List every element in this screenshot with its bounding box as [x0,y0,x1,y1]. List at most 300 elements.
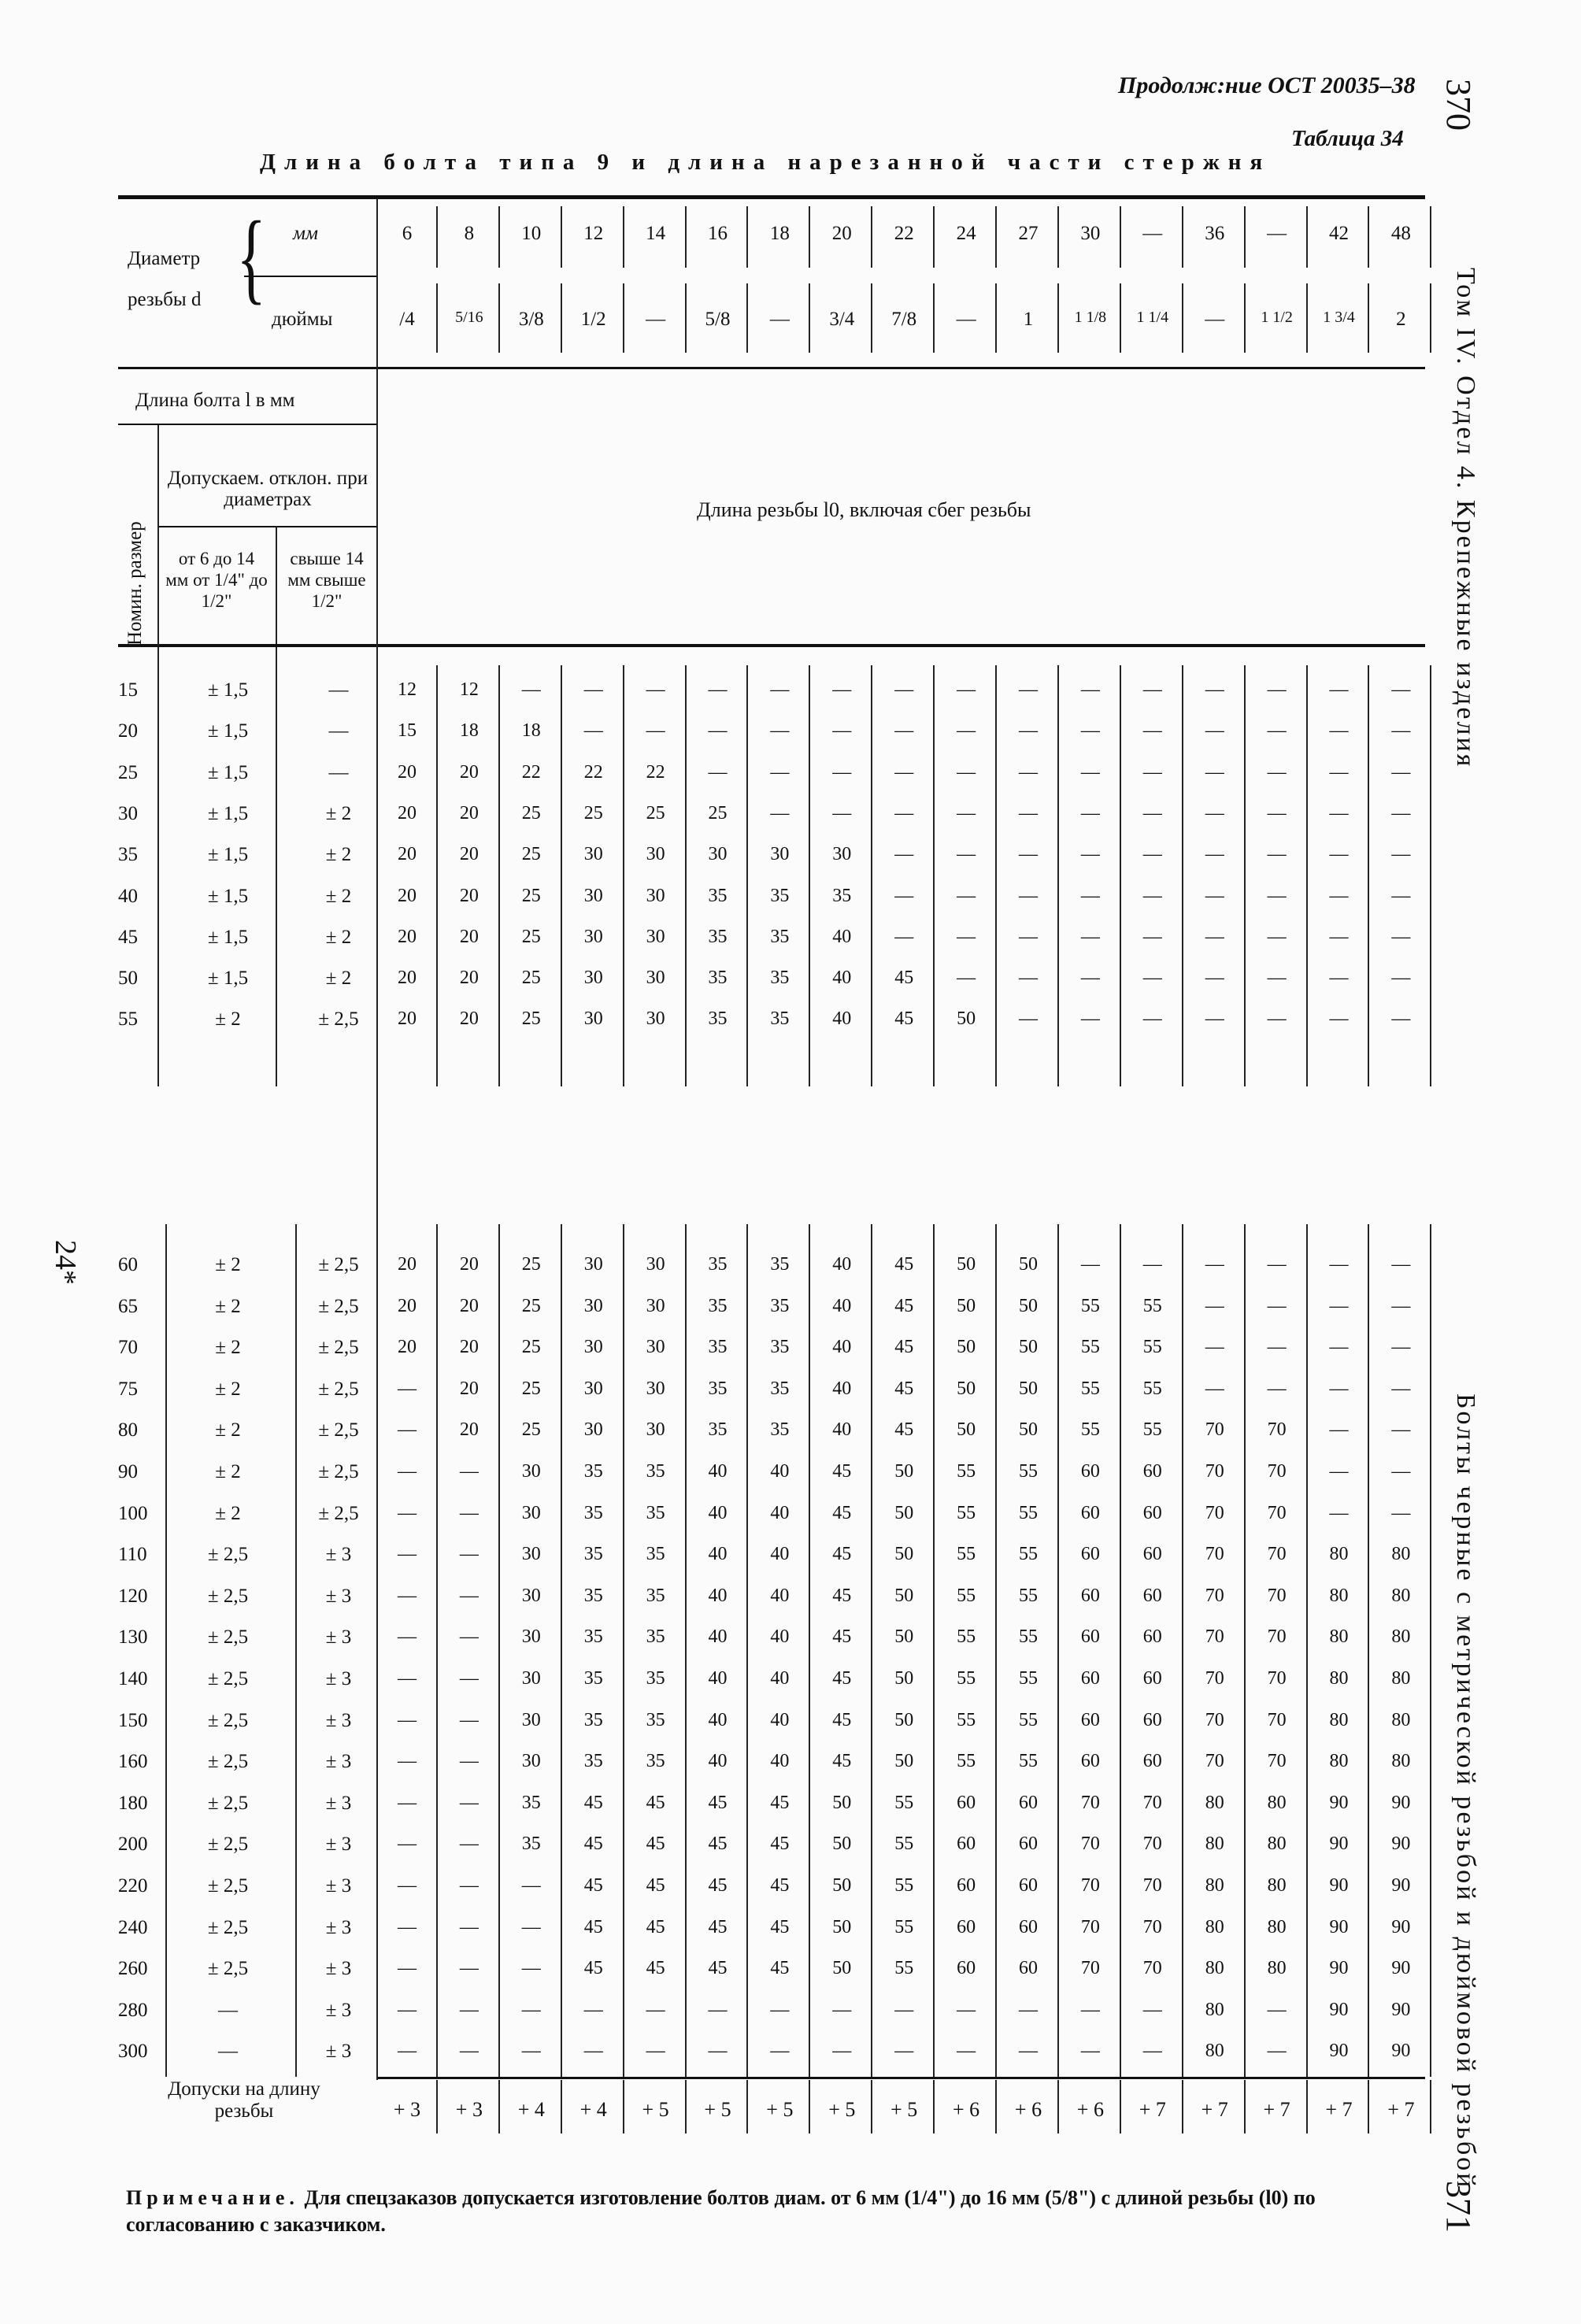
thread-length-cell: 35 [521,1792,541,1813]
thread-length-cell: 80 [1205,1958,1224,1979]
thread-length-cell: 30 [521,1751,541,1772]
thread-length-cell: — [459,1461,479,1482]
thread-length-cell: 80 [1205,1875,1224,1896]
thread-length-cell: 90 [1391,2041,1411,2062]
thread-length-cell: 50 [1019,1419,1038,1441]
thread-length-cell: — [1019,1999,1038,2020]
thread-length-cell: — [398,1544,417,1565]
thread-length-cell: 35 [583,1668,603,1689]
note-title: Примечание. [126,2186,299,2209]
tolerance-small-cell: ± 2,5 [207,1958,249,1980]
column-divider [1368,283,1369,353]
thread-length-cell: 15 [398,720,417,742]
tolerance-value-cell: + 4 [579,2098,607,2121]
column-divider [1182,665,1183,1086]
thread-length-cell: 40 [770,1626,790,1648]
thread-length-cell: 45 [646,1875,665,1896]
column-divider [623,665,624,1086]
thread-length-cell: 90 [1329,1875,1349,1896]
thread-length-cell: 20 [398,968,417,989]
thread-length-cell: 90 [1329,1792,1349,1813]
thread-length-cell: 40 [832,1337,852,1358]
thread-length-cell: 60 [1142,1544,1162,1565]
column-divider [746,1224,748,2077]
thread-length-cell: — [1080,926,1100,947]
thread-length-cell: 45 [770,1916,790,1937]
thread-length-cell: 45 [894,968,914,989]
thread-length-cell: — [894,761,914,783]
diameter-mm-cell: 36 [1205,223,1225,244]
thread-length-cell: 45 [770,1792,790,1813]
thread-length-cell: 30 [770,844,790,865]
thread-length-cell: 80 [1329,1626,1349,1648]
column-divider [933,665,935,1086]
column-divider [995,1224,997,2077]
thread-length-cell: — [957,720,976,742]
column-divider [1182,283,1183,353]
column-divider [746,206,748,268]
thread-length-cell: 20 [459,761,479,783]
thread-length-cell: — [1391,885,1411,906]
column-divider [1057,206,1059,268]
column-divider [995,206,997,268]
thread-length-cell: 30 [646,926,665,947]
column-divider [1306,1224,1308,2077]
nominal-size-cell: 35 [118,844,138,866]
thread-length-cell: — [708,2041,728,2062]
column-divider [995,2080,997,2133]
thread-length-cell: — [1142,926,1162,947]
column-divider [685,206,687,268]
page-number-top: 370 [1439,79,1478,131]
thread-length-cell: 18 [459,720,479,742]
side-caption-top: Том IV. Отдел 4. Крепежные изделия [1451,268,1480,769]
column-divider [295,1224,297,2077]
column-divider [1120,1224,1121,2077]
tolerance-large-cell: ± 3 [325,1958,352,1980]
column-divider [1244,283,1246,353]
column-divider [561,665,562,1086]
tolerance-small-cell: ± 2,5 [207,1834,249,1856]
thread-length-cell: 90 [1329,1834,1349,1855]
diameter-inch-cell: 3/4 [829,309,855,330]
thread-length-cell: — [1142,885,1162,906]
column-divider [1120,206,1121,268]
thread-length-cell: 60 [957,1958,976,1979]
thread-length-cell: 35 [646,1585,665,1606]
thread-length-cell: — [459,1751,479,1772]
thread-length-cell: 80 [1267,1958,1287,1979]
tolerance-small-cell: ± 1,5 [207,802,249,824]
thread-length-cell: 40 [770,1461,790,1482]
column-divider [1182,1224,1183,2077]
thread-length-cell: — [1080,679,1100,700]
diameter-mm-cell: 42 [1329,223,1349,244]
column-divider [809,283,810,353]
diameter-inch-cell: /4 [399,309,415,330]
thread-length-cell: 35 [770,1008,790,1030]
tolerance-large-cell: ± 3 [325,1709,352,1731]
thread-length-cell: 70 [1142,1792,1162,1813]
column-divider [809,665,810,1086]
thread-length-cell: 45 [832,1502,852,1523]
nominal-size-cell: 50 [118,968,138,990]
thread-length-cell: — [1080,802,1100,823]
thread-length-cell: 80 [1205,2041,1224,2062]
column-divider [561,283,562,353]
nominal-size-cell: 80 [118,1419,138,1441]
thread-length-cell: — [459,1709,479,1730]
thread-length-cell: — [459,1668,479,1689]
thread-length-cell: — [398,1999,417,2020]
thread-length-cell: 35 [770,926,790,947]
tolerance-top-rule [376,2077,1425,2079]
thread-length-cell: 70 [1080,1875,1100,1896]
thread-length-cell: — [1329,679,1349,700]
thread-length-cell: — [1391,761,1411,783]
tolerance-large-cell: ± 2,5 [318,1008,359,1031]
column-divider [995,665,997,1086]
thread-length-cell: 60 [1080,1461,1100,1482]
thread-length-cell: 45 [708,1916,728,1937]
thread-length-cell: 70 [1267,1544,1287,1565]
brace-icon: { [236,201,266,314]
thread-length-cell: 60 [1080,1585,1100,1606]
thread-length-cell: 55 [957,1626,976,1648]
diameter-mm-cell: — [1267,223,1287,244]
thread-length-cell: 50 [832,1875,852,1896]
diameter-inch-cell: 5/16 [455,309,483,326]
thread-length-cell: 30 [646,1008,665,1030]
header-bottom-rule [118,644,1425,647]
thread-length-cell: 80 [1329,1709,1349,1730]
thread-length-cell: 60 [1142,1502,1162,1523]
thread-length-cell: — [1080,968,1100,989]
diameter-mm-cell: 6 [402,223,413,244]
thread-length-cell: — [1267,720,1287,742]
column-divider [623,206,624,268]
thread-length-cell: — [1080,885,1100,906]
thread-length-cell: — [398,1585,417,1606]
tolerance-small-cell: ± 2,5 [207,1875,249,1897]
thread-length-cell: 25 [521,1378,541,1399]
thread-length-cell: 35 [770,885,790,906]
thread-length-cell: — [398,1668,417,1689]
thread-length-cell: 25 [521,844,541,865]
thread-length-cell: 60 [957,1834,976,1855]
column-divider [995,283,997,353]
thread-length-cell: 45 [770,1875,790,1896]
tolerance-small-cell: ± 2 [215,1461,241,1482]
thread-length-cell: — [521,1875,541,1896]
thread-length-cell: — [459,1626,479,1648]
thread-length-cell: 35 [708,1419,728,1441]
thread-length-cell: — [1391,1008,1411,1030]
thread-length-cell: — [459,1502,479,1523]
thread-length-cell: 40 [832,968,852,989]
thread-length-cell: — [1019,761,1038,783]
thread-length-cell: — [1019,2041,1038,2062]
thread-length-cell: 50 [832,1958,852,1979]
thread-length-cell: 45 [832,1668,852,1689]
thread-length-cell: 70 [1205,1709,1224,1730]
thread-length-cell: 50 [957,1419,976,1441]
column-divider [1368,206,1369,268]
thread-length-cell: — [1329,1502,1349,1523]
nominal-size-cell: 300 [118,2041,148,2063]
header-mid-rule [118,367,1425,369]
thread-length-cell: 30 [521,1502,541,1523]
thread-length-cell: — [1391,720,1411,742]
thread-length-cell: — [894,926,914,947]
thread-length-cell: 25 [521,968,541,989]
tolerance-value-cell: + 7 [1325,2098,1353,2121]
tolerance-small-cell: ± 1,5 [207,926,249,948]
thread-length-cell: 60 [1019,1958,1038,1979]
thread-length-cell: 20 [459,1378,479,1399]
thread-length-cell: 90 [1391,1834,1411,1855]
tolerance-large-cell: — [328,720,349,742]
thread-length-cell: 80 [1329,1585,1349,1606]
thread-length-cell: 55 [1019,1709,1038,1730]
thread-length-cell: 45 [894,1419,914,1441]
thread-length-cell: 60 [1080,1502,1100,1523]
thread-length-cell: — [1019,802,1038,823]
thread-length-cell: 55 [894,1834,914,1855]
thread-length-cell: 50 [1019,1337,1038,1358]
tolerance-large-cell: ± 2,5 [318,1502,359,1524]
thread-length-cell: — [1267,885,1287,906]
thread-length-cell: 50 [957,1378,976,1399]
thread-length-cell: — [398,1502,417,1523]
note [126,2185,1417,2238]
nominal-size-cell: 60 [118,1254,138,1275]
nominal-size-cell: 100 [118,1502,148,1524]
diameter-inch-cell: 5/8 [705,309,731,330]
column-divider [1368,2080,1369,2133]
thread-length-cell: 30 [521,1461,541,1482]
thread-length-cell: 70 [1205,1502,1224,1523]
tolerance-small-label: от 6 до 14 мм от 1/4" до 1/2" [165,549,268,611]
thread-length-cell: 30 [646,1419,665,1441]
thread-length-cell: — [1329,926,1349,947]
thread-length-cell: 60 [1080,1709,1100,1730]
column-divider [1244,1224,1246,2077]
column-divider [561,2080,562,2133]
thread-length-cell: 40 [832,926,852,947]
thread-length-cell: 35 [770,1378,790,1399]
thread-length-cell: — [770,802,790,823]
thread-length-cell: 45 [646,1792,665,1813]
thread-length-cell: 45 [583,1792,603,1813]
nominal-size-cell: 180 [118,1792,148,1814]
thread-length-cell: 70 [1142,1958,1162,1979]
thread-length-cell: 55 [1019,1585,1038,1606]
column-divider [1182,206,1183,268]
thread-length-cell: 40 [708,1502,728,1523]
nominal-size-cell: 220 [118,1875,148,1897]
nominal-size-cell: 280 [118,1999,148,2021]
thread-length-cell: — [398,1461,417,1482]
diameter-inch-cell: 1 1/4 [1136,309,1169,326]
tolerance-large-cell: ± 3 [325,1751,352,1773]
thread-length-cell: 30 [646,1337,665,1358]
diameter-inch-cell: — [769,309,790,330]
column-divider [809,2080,810,2133]
thread-length-cell: 20 [459,844,479,865]
thread-length-cell: — [398,2041,417,2062]
diameter-mm-cell: 48 [1390,223,1411,244]
thread-length-cell: — [1019,720,1038,742]
thread-length-cell: 70 [1080,1916,1100,1937]
column-divider [623,1224,624,2077]
nominal-size-cell: 160 [118,1751,148,1773]
thread-length-cell: — [1019,885,1038,906]
thread-length-cell: — [770,720,790,742]
thread-length-cell: 22 [583,761,603,783]
thread-length-cell: 45 [832,1461,852,1482]
thread-length-cell: — [1142,2041,1162,2062]
diameter-inch-cell: 2 [1396,309,1406,330]
thread-length-cell: — [1391,968,1411,989]
nominal-size-cell: 55 [118,1008,138,1031]
thread-length-cell: 20 [459,968,479,989]
thread-length-cell: — [1205,968,1224,989]
thread-length-cell: 35 [521,1834,541,1855]
thread-length-cell: 45 [894,1295,914,1316]
thread-length-cell: — [832,720,852,742]
thread-length-cell: 60 [1019,1792,1038,1813]
thread-length-cell: 90 [1329,1999,1349,2020]
thread-length-cell: — [1142,802,1162,823]
tolerance-large-cell: ± 3 [325,1668,352,1689]
thread-length-cell: — [1080,844,1100,865]
header-vline [276,526,277,644]
thread-length-cell: — [398,1751,417,1772]
thread-length-cell: — [1142,1254,1162,1275]
thread-length-cell: 45 [894,1254,914,1275]
thread-length-cell: 70 [1267,1419,1287,1441]
thread-length-cell: 60 [1080,1751,1100,1772]
thread-length-cell: — [894,2041,914,2062]
thread-length-cell: 90 [1391,1792,1411,1813]
thread-length-cell: 35 [646,1626,665,1648]
thread-length-cell: 80 [1205,1999,1224,2020]
thread-length-cell: 20 [398,1295,417,1316]
diameter-mm-cell: — [1142,223,1163,244]
thread-length-cell: — [1205,926,1224,947]
thread-length-cell: 70 [1080,1958,1100,1979]
column-divider [276,647,277,1086]
thread-length-cell: — [1329,1295,1349,1316]
thread-length-cell: — [1080,2041,1100,2062]
thread-length-cell: — [957,2041,976,2062]
thread-length-cell: — [583,720,603,742]
column-divider [1244,2080,1246,2133]
thread-length-cell: — [459,2041,479,2062]
thread-length-cell: — [894,844,914,865]
thread-length-cell: — [646,720,665,742]
thread-length-cell: 45 [583,1834,603,1855]
note-text: Для спецзаказов допускается изготовление болтов диам. от 6 мм (1/4") до 16 мм (5/8") с длиной резьбы (l0) по согласованию с заказчиком. [126,2186,1316,2236]
thread-length-cell: — [1205,1337,1224,1358]
tolerance-large-cell: ± 3 [325,1875,352,1897]
thread-length-cell: 60 [1019,1834,1038,1855]
thread-length-cell: — [708,761,728,783]
thread-length-cell: 22 [646,761,665,783]
tolerance-small-cell: ± 2,5 [207,1626,249,1649]
thread-length-cell: — [957,802,976,823]
thread-length-cell: — [1267,802,1287,823]
thread-length-cell: 35 [708,1295,728,1316]
thread-length-cell: 45 [770,1834,790,1855]
thread-length-cell: 55 [1080,1378,1100,1399]
header-vline [157,425,159,646]
thread-length-cell: 55 [1142,1295,1162,1316]
diameter-inch-cell: — [1205,309,1225,330]
thread-length-cell: — [398,1378,417,1399]
thread-length-cell: 80 [1391,1626,1411,1648]
nominal-size-cell: 110 [118,1544,147,1566]
thread-length-cell: 80 [1391,1544,1411,1565]
thread-length-cell: — [646,679,665,700]
tolerance-large-cell: ± 3 [325,1834,352,1856]
thread-length-cell: 70 [1205,1461,1224,1482]
thread-length-cell: — [1019,968,1038,989]
thread-length-cell: — [1080,720,1100,742]
thread-length-cell: — [1205,885,1224,906]
thread-length-cell: 55 [957,1585,976,1606]
column-divider [871,1224,872,2077]
column-divider [436,283,438,353]
nominal-size-cell: 15 [118,679,138,701]
thread-length-cell: 80 [1329,1544,1349,1565]
nominal-size-cell: 40 [118,885,138,907]
thread-length-cell: 20 [459,802,479,823]
column-divider [1368,1224,1369,2077]
thread-length-cell: 45 [894,1378,914,1399]
thread-length-cell: — [1267,1378,1287,1399]
thread-length-cell: 35 [708,926,728,947]
thread-length-cell: — [770,679,790,700]
tolerance-row-label: Допуски на длину резьбы [168,2078,320,2122]
diameter-mm-cell: 20 [831,223,852,244]
thread-length-cell: — [1391,1378,1411,1399]
thread-length-cell: — [398,1875,417,1896]
thread-length-cell: 40 [708,1751,728,1772]
thread-length-cell: 45 [894,1008,914,1030]
thread-length-cell: 20 [398,1008,417,1030]
thread-length-cell: — [398,1709,417,1730]
thread-length-cell: 55 [1019,1544,1038,1565]
thread-length-cell: 70 [1205,1626,1224,1648]
thread-length-cell: 60 [1142,1668,1162,1689]
thread-length-cell: 60 [957,1916,976,1937]
thread-length-cell: 70 [1205,1668,1224,1689]
nominal-size-cell: 120 [118,1585,148,1607]
tolerance-small-cell: — [218,2041,238,2063]
thread-length-cell: 45 [894,1337,914,1358]
nominal-size-cell: 140 [118,1668,148,1689]
thread-length-cell: 70 [1142,1834,1162,1855]
thread-length-cell: — [1391,1419,1411,1441]
thread-length-cell: — [1329,761,1349,783]
thread-length-cell: 35 [583,1751,603,1772]
thread-length-cell: — [1142,1008,1162,1030]
thread-length-cell: — [1267,2041,1287,2062]
thread-length-cell: 40 [708,1461,728,1482]
thread-length-cell: 12 [398,679,417,700]
